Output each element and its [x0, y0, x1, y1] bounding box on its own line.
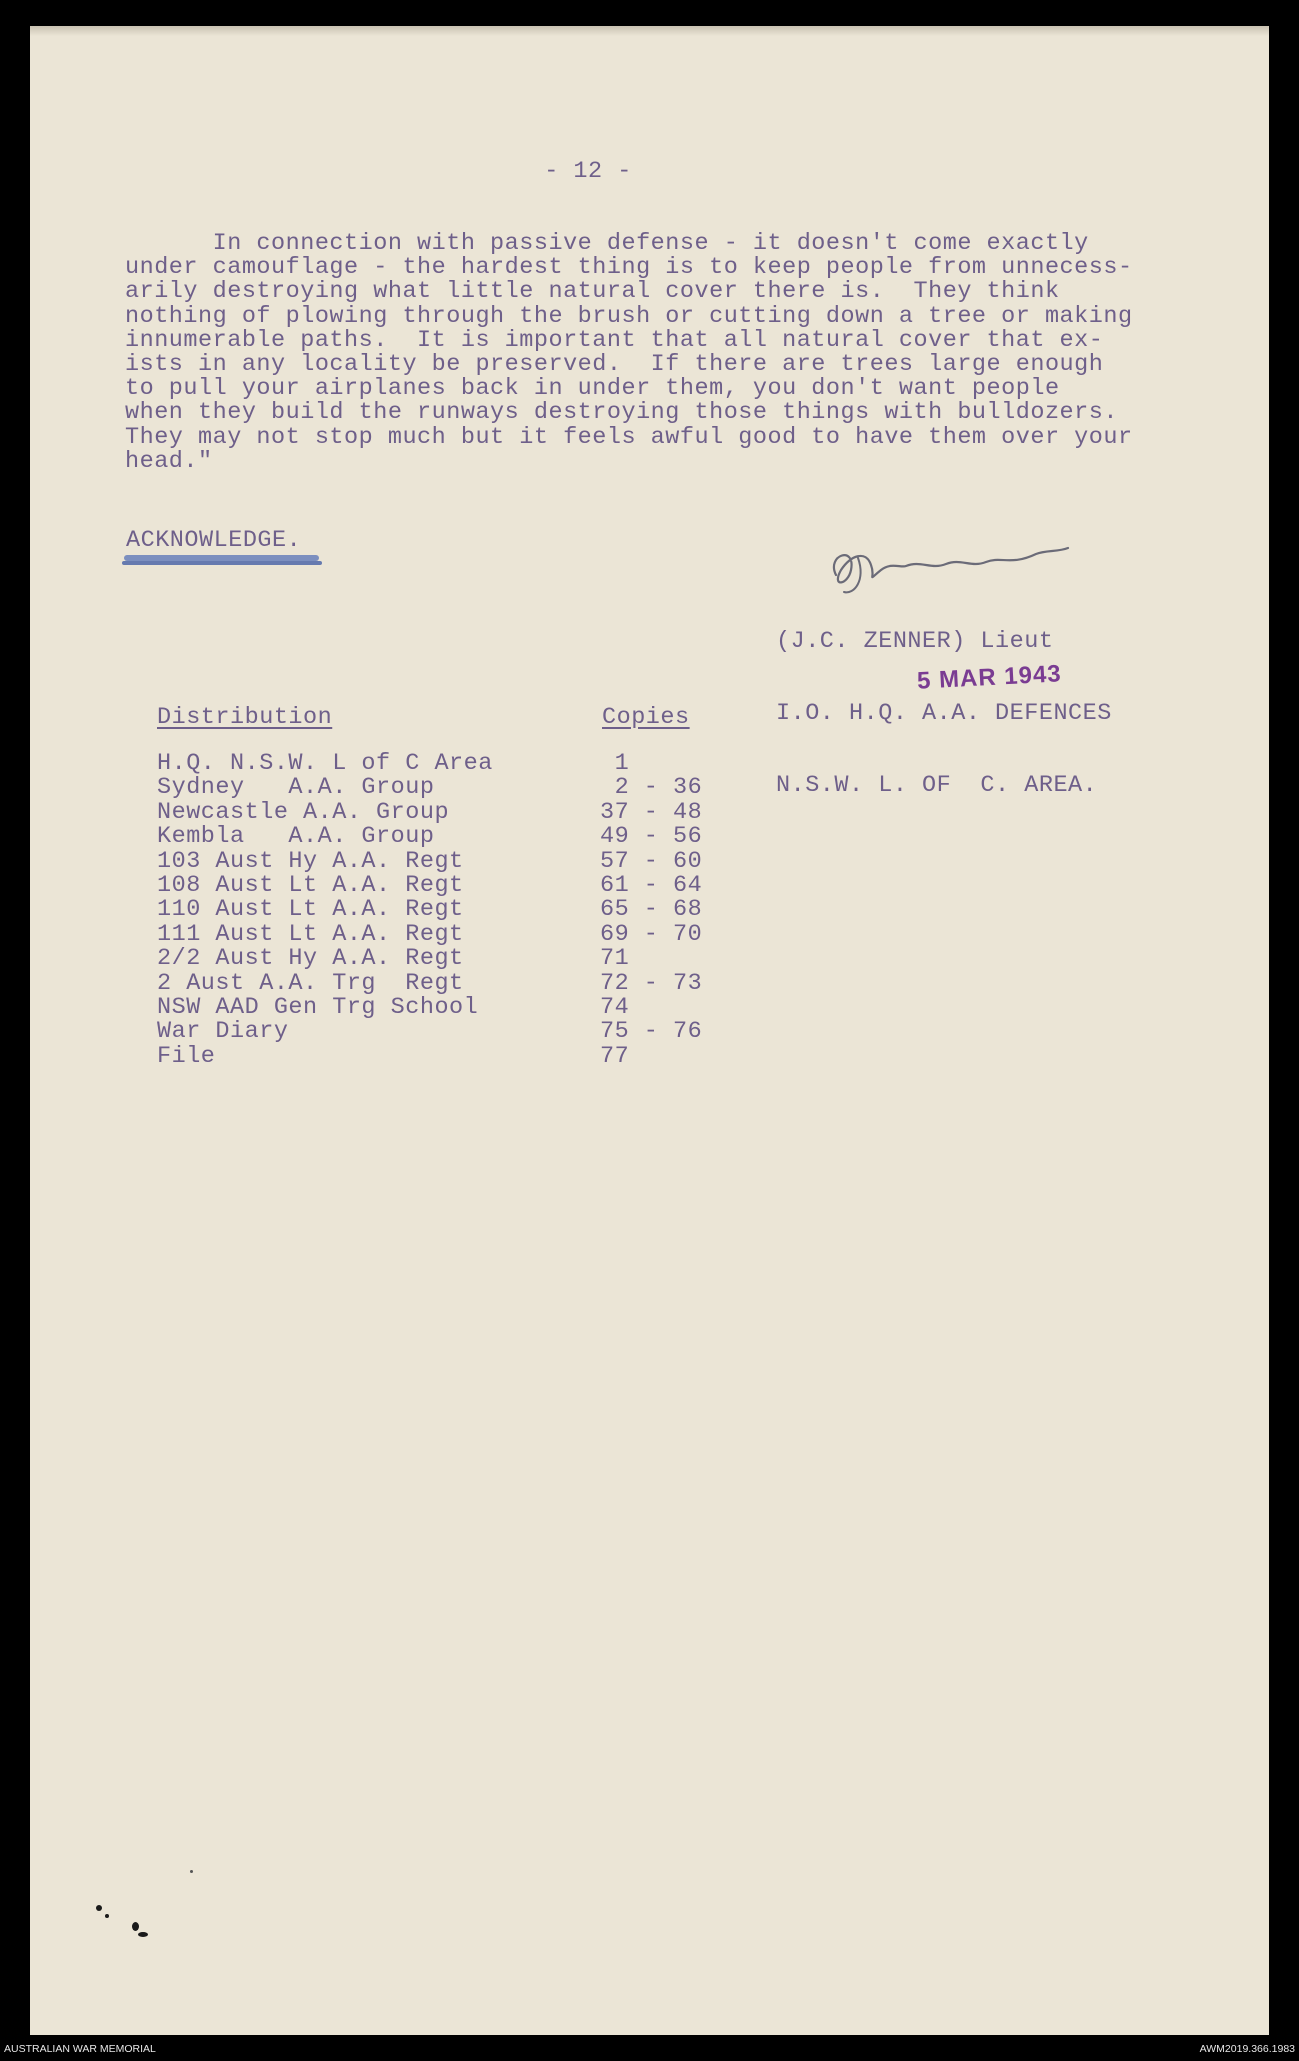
body-line: In connection with passive defense - it doesn't come exactly: [125, 230, 1089, 257]
paper-blemish: [190, 1870, 193, 1873]
signatory-name: (J.C. ZENNER) Lieut: [776, 628, 1054, 655]
distribution-row: [157, 969, 857, 997]
copy-numbers: 75 - 76: [600, 1018, 703, 1046]
body-line: innumerable paths. It is important that all natural cover that ex-: [125, 326, 1104, 354]
distribution-row: [157, 947, 857, 971]
signatory-title: I.O. H.Q. A.A. DEFENCES: [776, 700, 1112, 727]
distribution-heading: Distribution: [157, 704, 333, 731]
unit-name: Newcastle A.A. Group: [157, 798, 450, 826]
copy-numbers: 77: [600, 1042, 630, 1070]
body-line: under camouflage - the hardest thing is to keep people from unnecess-: [125, 254, 1133, 282]
unit-name: H.Q. N.S.W. L of C Area: [157, 750, 493, 777]
body-line: to pull your airplanes back in under them, you don't want people: [125, 375, 1060, 403]
body-line: when they build the runways destroying those things with bulldozers.: [125, 399, 1118, 427]
copy-numbers: 74: [600, 993, 630, 1021]
copy-numbers: 71: [600, 945, 630, 973]
unit-name: 111 Aust Lt A.A. Regt: [157, 920, 464, 948]
body-paragraph: [125, 232, 1185, 474]
paper-blemish: [132, 1922, 139, 1931]
copy-numbers: 1: [600, 750, 630, 777]
body-line: head.": [125, 447, 213, 475]
page-edge-shadow: [30, 26, 1269, 36]
copies-heading: Copies: [602, 704, 690, 731]
acknowledge-heading: ACKNOWLEDGE.: [126, 527, 302, 554]
unit-name: Kembla A.A. Group: [157, 823, 435, 851]
body-line: ists in any locality be preserved. If there are trees large enough: [125, 351, 1104, 379]
distribution-list: [157, 752, 857, 1069]
archive-reference: AWM2019.366.1983: [1199, 2043, 1295, 2055]
unit-name: 110 Aust Lt A.A. Regt: [157, 896, 464, 924]
distribution-row: [157, 776, 857, 800]
body-line: nothing of plowing through the brush or cutting down a tree or making: [125, 302, 1133, 330]
unit-name: Sydney A.A. Group: [157, 774, 435, 802]
unit-name: NSW AAD Gen Trg School: [157, 993, 479, 1021]
copy-numbers: 37 - 48: [600, 798, 703, 826]
body-line: They may not stop much but it feels awful good to have them over your: [125, 423, 1133, 451]
unit-name: 103 Aust Hy A.A. Regt: [157, 847, 464, 875]
distribution-row: [157, 798, 857, 826]
body-line: arily destroying what little natural cover there is. They think: [125, 278, 1060, 306]
copy-numbers: 65 - 68: [600, 896, 703, 924]
paper-blemish: [96, 1905, 102, 1911]
distribution-row: [157, 993, 857, 1021]
date-stamp: 5 MAR 1943: [916, 660, 1063, 695]
unit-name: War Diary: [157, 1018, 289, 1046]
distribution-row: [157, 752, 857, 776]
page-number: - 12 -: [544, 158, 632, 185]
copy-numbers: 2 - 36: [600, 774, 703, 802]
distribution-row: [157, 1042, 857, 1070]
blue-pencil-underline-stroke: [122, 561, 322, 565]
copy-numbers: 49 - 56: [600, 823, 703, 851]
distribution-row: [157, 898, 857, 922]
signatory-area: N.S.W. L. OF C. AREA.: [776, 772, 1098, 799]
distribution-row: [157, 871, 857, 899]
copy-numbers: 69 - 70: [600, 920, 703, 948]
distribution-row: [157, 920, 857, 948]
unit-name: 2 Aust A.A. Trg Regt: [157, 969, 464, 997]
unit-name: 2/2 Aust Hy A.A. Regt: [157, 945, 464, 973]
unit-name: 108 Aust Lt A.A. Regt: [157, 871, 464, 899]
distribution-row: [157, 825, 857, 849]
distribution-row: [157, 847, 857, 875]
paper-blemish: [105, 1914, 109, 1918]
copy-numbers: 72 - 73: [600, 969, 703, 997]
unit-name: File: [157, 1042, 216, 1070]
archive-credit: AUSTRALIAN WAR MEMORIAL: [4, 2043, 156, 2055]
paper-blemish: [138, 1932, 148, 1937]
copy-numbers: 61 - 64: [600, 871, 703, 899]
distribution-row: [157, 1020, 857, 1044]
copy-numbers: 57 - 60: [600, 847, 703, 875]
